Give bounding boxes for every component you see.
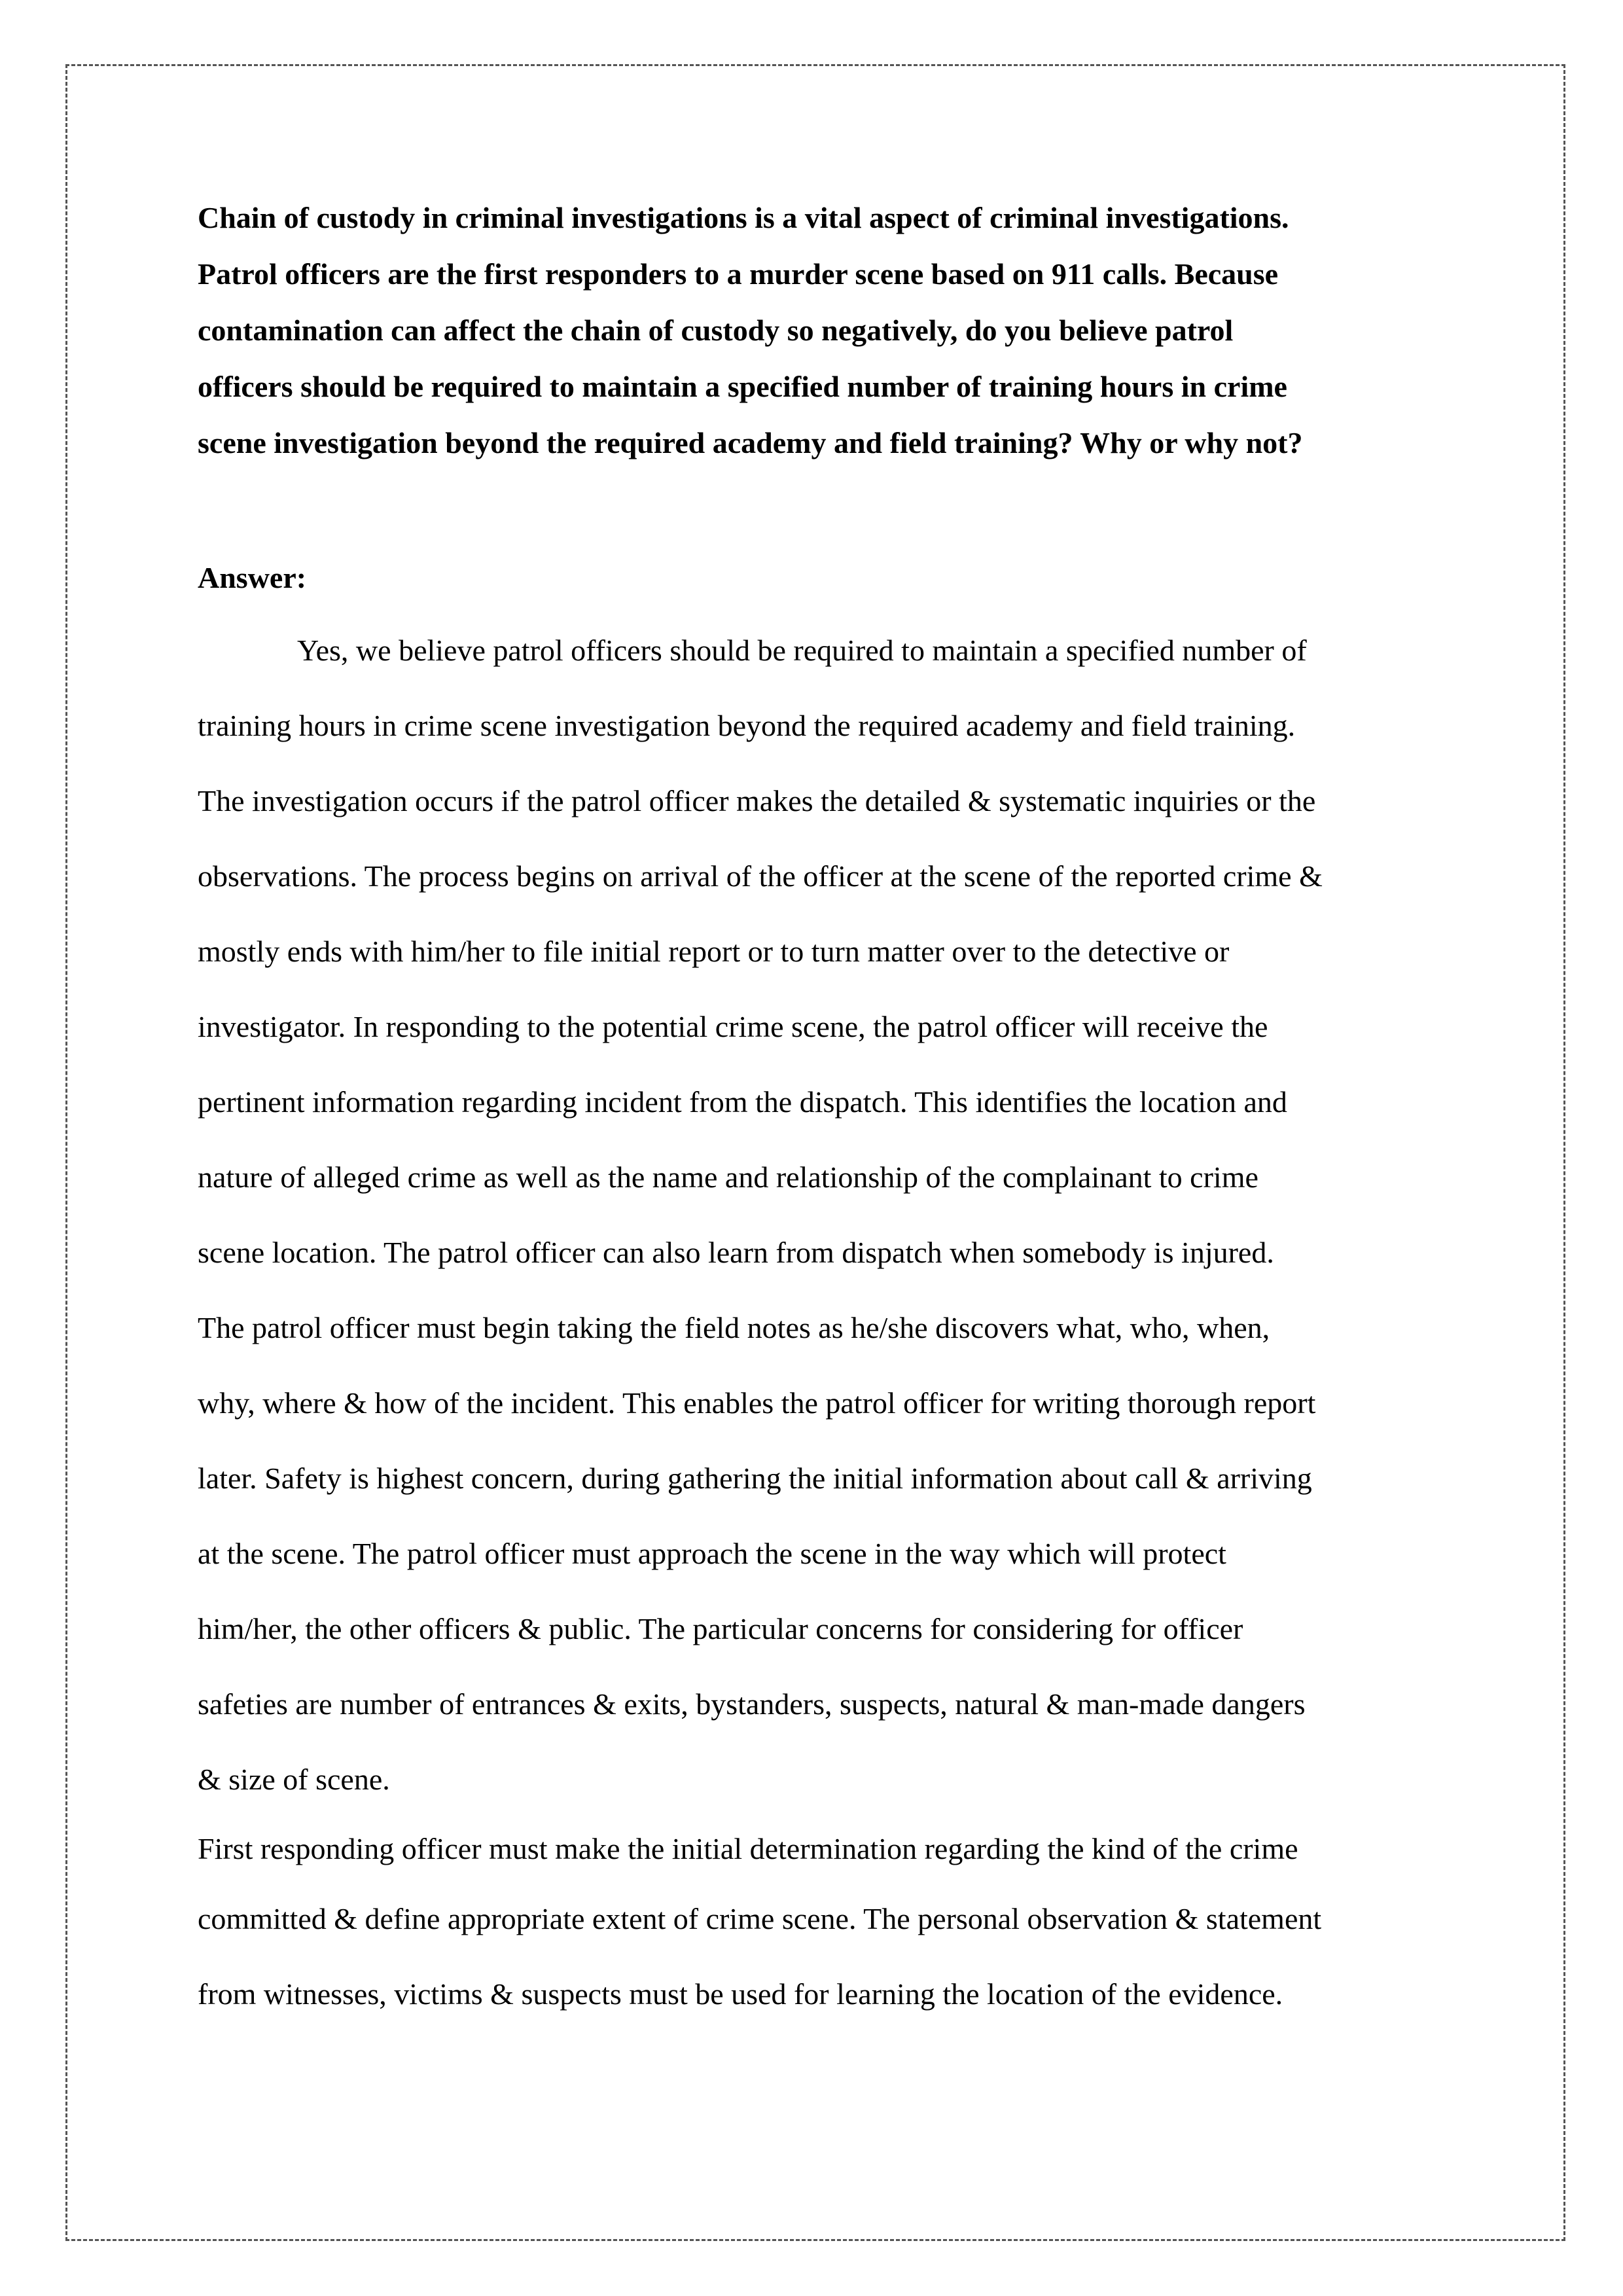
question-line: scene investigation beyond the required academy and field training? Why or why not? (198, 426, 1303, 459)
paragraph-line: training hours in crime scene investigation beyond the required academy and field training. (198, 709, 1296, 742)
paragraph-line: pertinent information regarding incident from the dispatch. This identifies the location and (198, 1085, 1287, 1119)
paragraph-line: & size of scene. (198, 1763, 390, 1796)
paragraph-line: him/her, the other officers & public. The particular concerns for considering for officer (198, 1612, 1243, 1645)
paragraph-line: investigator. In responding to the potential crime scene, the patrol officer will receive the (198, 1010, 1268, 1043)
paragraph-line: mostly ends with him/her to file initial report or to turn matter over to the detective or (198, 935, 1230, 968)
paragraph-line: committed & define appropriate extent of crime scene. The personal observation & statement (198, 1902, 1322, 1935)
paragraph-line: from witnesses, victims & suspects must be used for learning the location of the evidence. (198, 1977, 1283, 2011)
paragraph-line: why, where & how of the incident. This enables the patrol officer for writing thorough report (198, 1386, 1316, 1420)
question-text (198, 190, 1441, 471)
paragraph-line: First responding officer must make the initial determination regarding the kind of the crime (198, 1832, 1298, 1865)
paragraph-line: scene location. The patrol officer can also learn from dispatch when somebody is injured. (198, 1236, 1274, 1269)
question-line: Chain of custody in criminal investigations is a vital aspect of criminal investigations. (198, 201, 1289, 234)
paragraph-line: later. Safety is highest concern, during gathering the initial information about call & arriving (198, 1462, 1312, 1495)
document-body (198, 190, 1441, 2032)
paragraph-line: nature of alleged crime as well as the name and relationship of the complainant to crime (198, 1160, 1258, 1194)
paragraph-line: Yes, we believe patrol officers should be required to maintain a specified number of (297, 634, 1307, 667)
question-line: contamination can affect the chain of custody so negatively, do you believe patrol (198, 314, 1234, 347)
answer-paragraph-2 (198, 1817, 1441, 2032)
paragraph-line: observations. The process begins on arrival of the officer at the scene of the reported crime & (198, 859, 1323, 893)
question-line: Patrol officers are the first responders to a murder scene based on 911 calls. Because (198, 257, 1279, 291)
question-line: officers should be required to maintain a specified number of training hours in crime (198, 370, 1287, 403)
answer-paragraph-1 (198, 613, 1441, 1817)
paragraph-line: The patrol officer must begin taking the field notes as he/she discovers what, who, when, (198, 1311, 1270, 1344)
paragraph-line: The investigation occurs if the patrol officer makes the detailed & systematic inquiries or the (198, 784, 1316, 817)
paragraph-line: at the scene. The patrol officer must approach the scene in the way which will protect (198, 1537, 1226, 1570)
paragraph-line: safeties are number of entrances & exits, bystanders, suspects, natural & man-made dangers (198, 1687, 1306, 1721)
answer-label: Answer: (198, 561, 307, 594)
